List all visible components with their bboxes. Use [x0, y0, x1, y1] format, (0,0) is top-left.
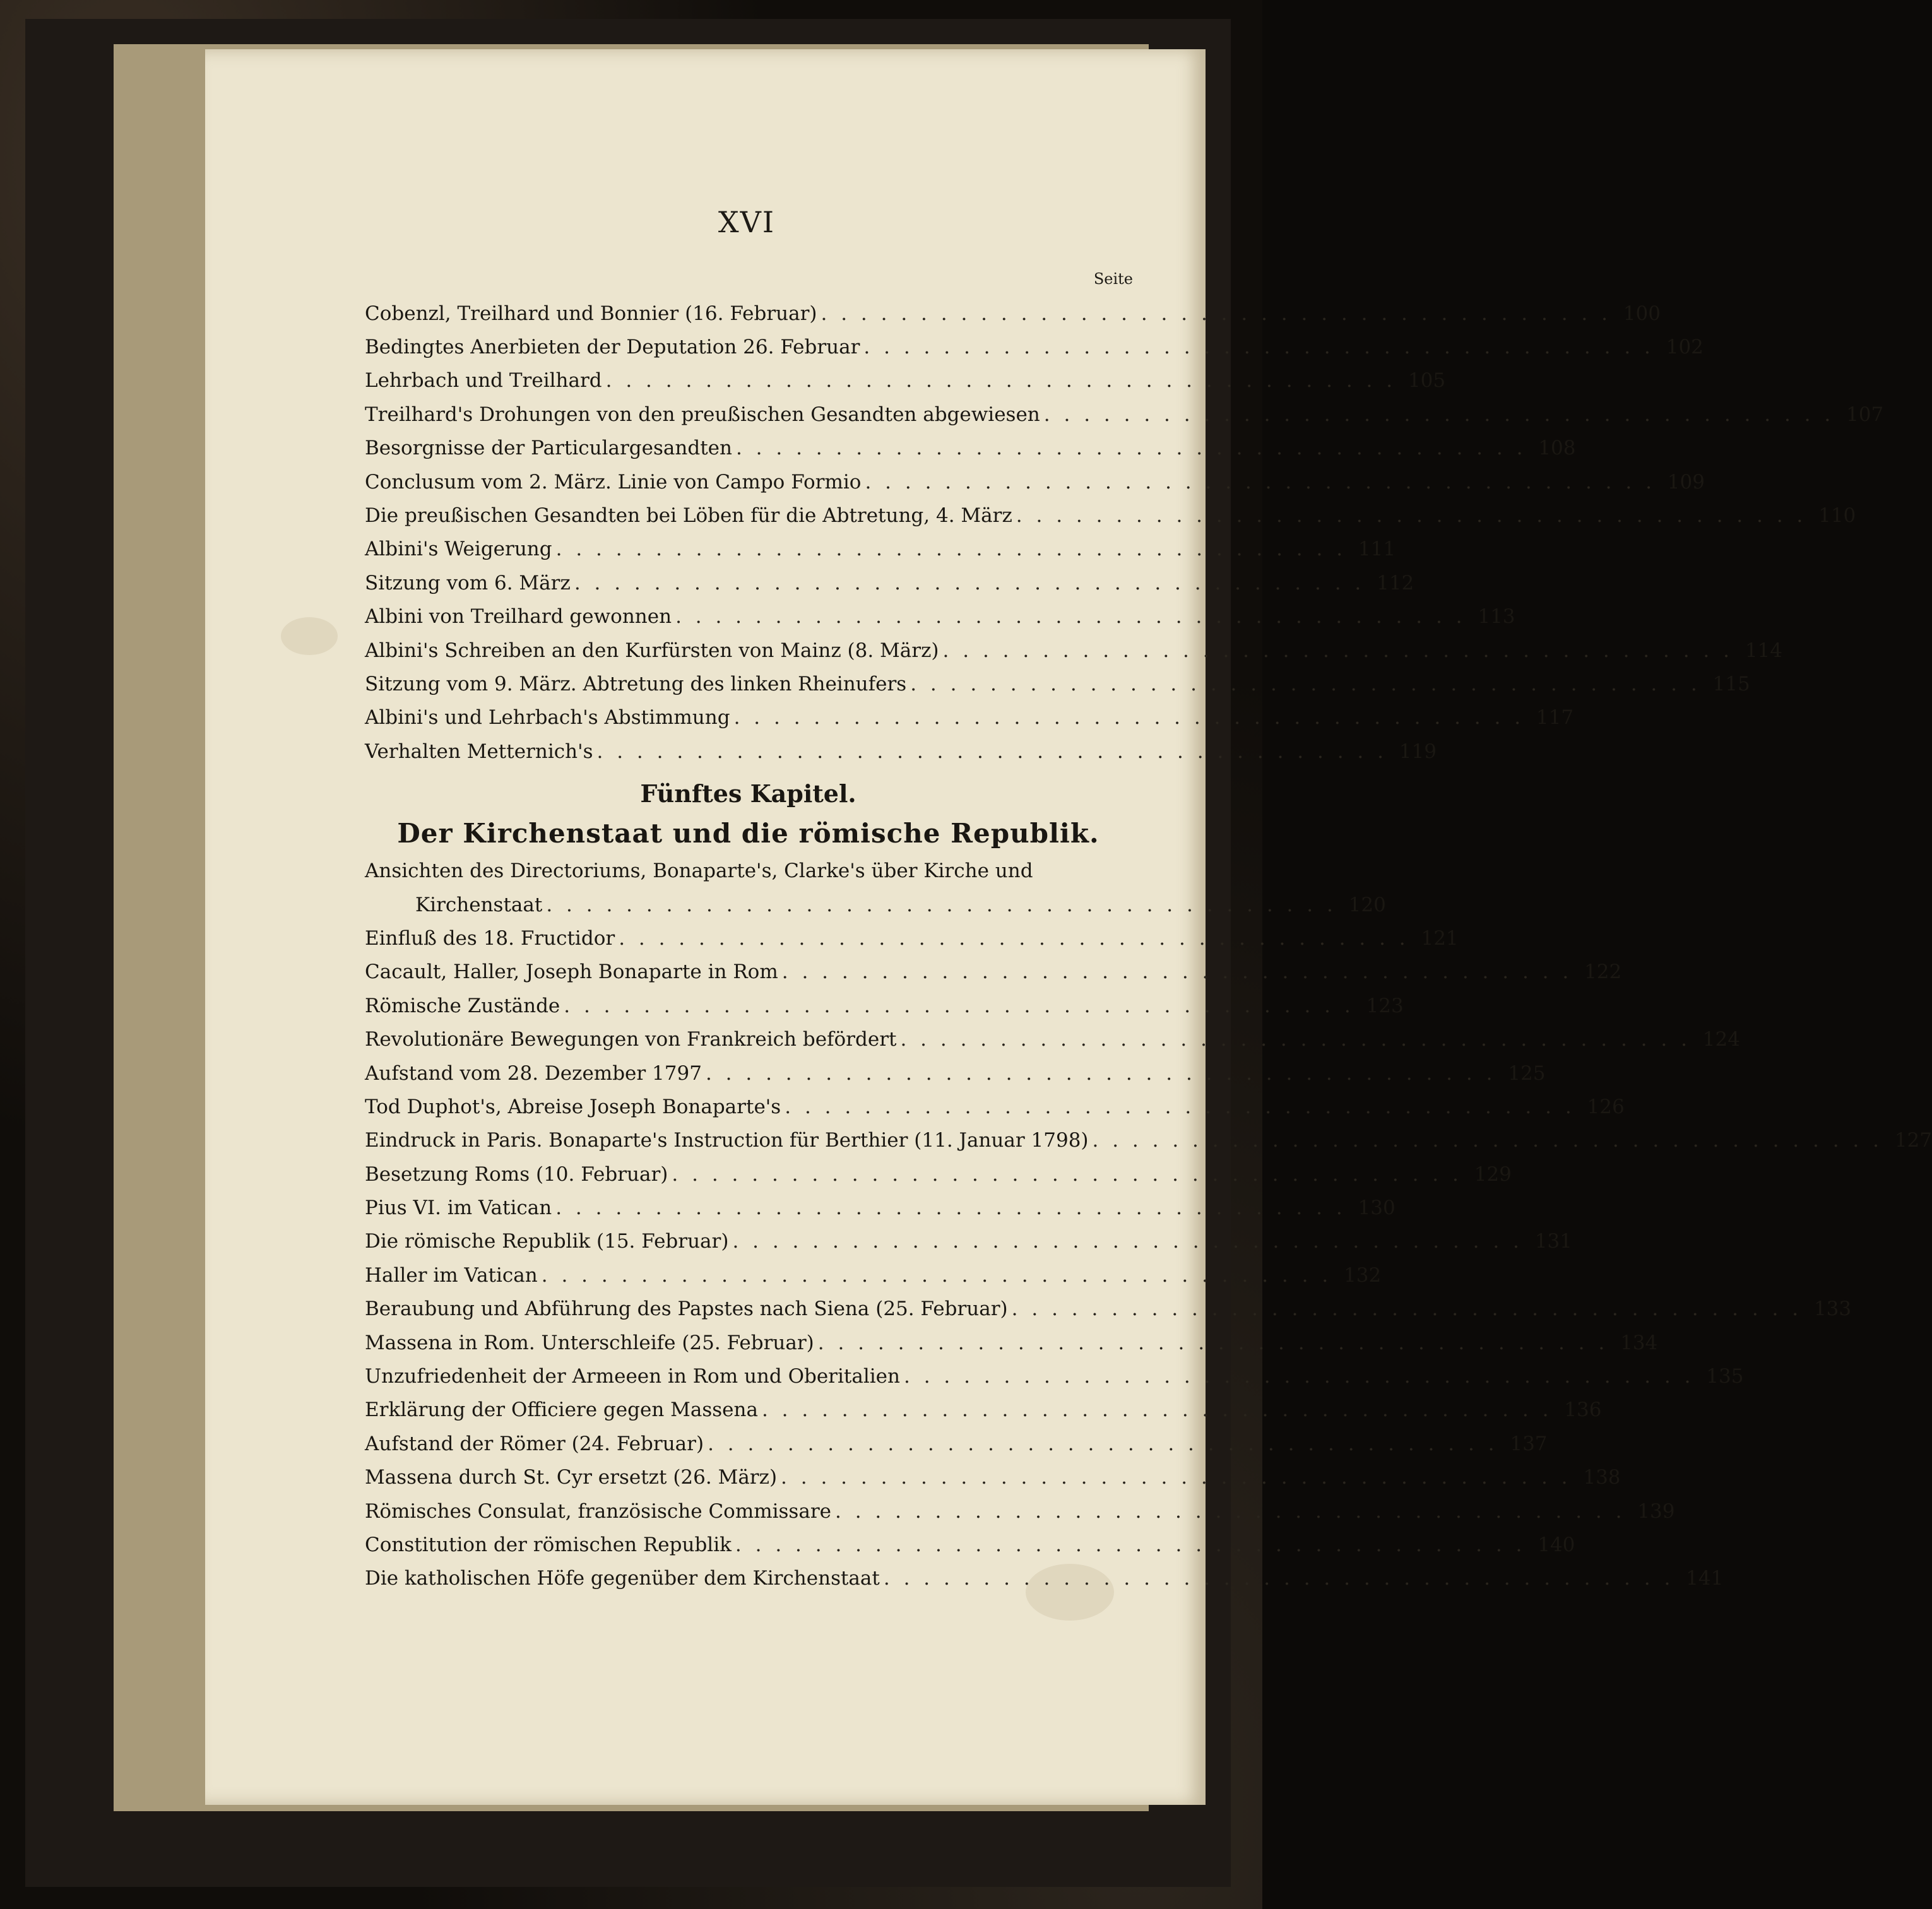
toc-entry-page: 107: [1846, 403, 1884, 426]
toc-entry-title: Die römische Republik (15. Februar): [365, 1230, 729, 1253]
dot-leader: . . . . . . . . . . . . . . . . . . . . . . . . . . . . . . . . . . . . . . . .: [619, 926, 1409, 950]
dot-leader: . . . . . . . . . . . . . . . . . . . . . . . . . . . . . . . . . . . . . . . .: [708, 1432, 1498, 1455]
seite-column-label: Seite: [1093, 270, 1133, 288]
toc-entry: [365, 1427, 1548, 1460]
toc-entry: [365, 1258, 1382, 1292]
toc-entry: [365, 1191, 1396, 1224]
dot-leader: . . . . . . . . . . . . . . . . . . . . . . . . . . . . . . . . . . . . . . . .: [541, 1263, 1332, 1287]
dot-leader: . . . . . . . . . . . . . . . . . . . . . . . . . . . . . . . . . . . . . . . .: [732, 1230, 1523, 1253]
toc-entry-page: 137: [1510, 1432, 1548, 1455]
toc-entry-page: 132: [1344, 1263, 1382, 1287]
toc-entry-page: 123: [1366, 994, 1404, 1017]
toc-entry: [365, 888, 1386, 921]
toc-entry: [365, 1326, 1658, 1359]
dot-leader: . . . . . . . . . . . . . . . . . . . . . . . . . . . . . . . . . . . . . . . .: [735, 1533, 1526, 1556]
toc-entry-title: Erklärung der Officiere gegen Massena: [365, 1398, 758, 1422]
toc-entry-page: 100: [1623, 302, 1661, 325]
toc-entry: [365, 667, 1750, 700]
toc-entry: [365, 330, 1704, 363]
toc-entry-title: Aufstand der Römer (24. Februar): [365, 1432, 704, 1455]
table-of-contents: [365, 297, 1932, 1595]
toc-entry: [365, 1124, 1932, 1157]
toc-entry: [365, 921, 1459, 955]
toc-entry-title: Constitution der römischen Republik: [365, 1533, 732, 1556]
toc-entry-page: 111: [1358, 538, 1396, 561]
toc-entry: [365, 854, 1132, 887]
toc-entry: [365, 499, 1856, 532]
toc-entry-title: Kirchenstaat: [415, 893, 543, 916]
toc-entry-title: Massena in Rom. Unterschleife (25. Februar): [365, 1331, 814, 1354]
toc-entry: [365, 1292, 1852, 1326]
dot-leader: . . . . . . . . . . . . . . . . . . . . . . . . . . . . . . . . . . . . . . . .: [705, 1061, 1496, 1085]
toc-entry: [365, 1022, 1740, 1056]
toc-entry-page: 135: [1706, 1365, 1744, 1388]
toc-entry: [365, 566, 1414, 600]
dot-leader: . . . . . . . . . . . . . . . . . . . . . . . . . . . . . . . . . . . . . . . .: [555, 538, 1347, 561]
toc-entry-title: Römische Zustände: [365, 994, 560, 1017]
toc-entry-page: 130: [1358, 1197, 1396, 1220]
toc-entry: [365, 1225, 1572, 1258]
toc-entry-page: 131: [1534, 1230, 1572, 1253]
toc-entry: [365, 735, 1437, 768]
toc-entry-title: Aufstand vom 28. Dezember 1797: [365, 1061, 702, 1085]
dot-leader: . . . . . . . . . . . . . . . . . . . . . . . . . . . . . . . . . . . . . . . .: [675, 605, 1466, 629]
dot-leader: . . . . . . . . . . . . . . . . . . . . . . . . . . . . . . . . . . . . . . . .: [1016, 504, 1807, 528]
dot-leader: . . . . . . . . . . . . . . . . . . . . . . . . . . . . . . . . . . . . . . . .: [910, 672, 1701, 695]
dot-leader: . . . . . . . . . . . . . . . . . . . . . . . . . . . . . . . . . . . . . . . .: [883, 1567, 1674, 1590]
dot-leader: . . . . . . . . . . . . . . . . . . . . . . . . . . . . . . . . . . . . . . . .: [605, 369, 1397, 393]
toc-entry-page: 115: [1712, 672, 1750, 695]
toc-entry: [365, 1461, 1621, 1494]
dot-leader: . . . . . . . . . . . . . . . . . . . . . . . . . . . . . . . . . . . . . . . .: [942, 639, 1733, 662]
toc-entry-title: Ansichten des Directoriums, Bonaparte's, Clarke's über Kirche und: [365, 860, 1033, 883]
toc-entry-title: Einfluß des 18. Fructidor: [365, 926, 615, 950]
toc-entry-title: Eindruck in Paris. Bonaparte's Instruction für Berthier (11. Januar 1798): [365, 1129, 1089, 1152]
dot-leader: . . . . . . . . . . . . . . . . . . . . . . . . . . . . . . . . . . . . . . . .: [574, 571, 1365, 594]
toc-entry: [365, 297, 1661, 330]
toc-entry-title: Römisches Consulat, französische Commissare: [365, 1499, 831, 1523]
toc-entry-title: Unzufriedenheit der Armeeen in Rom und Oberitalien: [365, 1365, 900, 1388]
toc-entry-title: Die katholischen Höfe gegenüber dem Kirchenstaat: [365, 1567, 880, 1590]
toc-entry-page: 133: [1813, 1297, 1852, 1321]
dot-leader: . . . . . . . . . . . . . . . . . . . . . . . . . . . . . . . . . . . . . . . .: [821, 302, 1611, 325]
dot-leader: . . . . . . . . . . . . . . . . . . . . . . . . . . . . . . . . . . . . . . . .: [835, 1499, 1626, 1523]
dot-leader: . . . . . . . . . . . . . . . . . . . . . . . . . . . . . . . . . . . . . . . .: [865, 470, 1656, 494]
toc-entry: [365, 432, 1576, 465]
dot-leader: . . . . . . . . . . . . . . . . . . . . . . . . . . . . . . . . . . . . . . . .: [904, 1365, 1695, 1388]
dot-leader: . . . . . . . . . . . . . . . . . . . . . . . . . . . . . . . . . . . . . . . .: [1011, 1297, 1803, 1321]
dot-leader: . . . . . . . . . . . . . . . . . . . . . . . . . . . . . . . . . . . . . . . .: [735, 437, 1527, 460]
toc-entry: [365, 600, 1515, 634]
toc-entry-title: Sitzung vom 6. März: [365, 571, 571, 594]
toc-entry-page: 129: [1474, 1162, 1512, 1186]
toc-entry-title: Beraubung und Abführung des Papstes nach Siena (25. Februar): [365, 1297, 1008, 1321]
toc-entry-title: Haller im Vatican: [365, 1263, 538, 1287]
dot-leader: . . . . . . . . . . . . . . . . . . . . . . . . . . . . . . . . . . . . . . . .: [733, 706, 1525, 730]
toc-entry: [365, 533, 1396, 566]
dot-leader: . . . . . . . . . . . . . . . . . . . . . . . . . . . . . . . . . . . . . . . .: [863, 336, 1654, 359]
toc-entry: [365, 465, 1705, 499]
toc-entry-page: 127: [1894, 1129, 1932, 1152]
page-number-roman: XVI: [718, 205, 776, 239]
toc-entry-title: Cacault, Haller, Joseph Bonaparte in Rom: [365, 960, 778, 984]
toc-entry-title: Bedingtes Anerbieten der Deputation 26. Februar: [365, 336, 860, 359]
chapter-title: Der Kirchenstaat und die römische Republik.: [397, 818, 1099, 849]
toc-entry: [365, 989, 1404, 1022]
toc-entry-page: 114: [1745, 639, 1782, 662]
dot-leader: . . . . . . . . . . . . . . . . . . . . . . . . . . . . . . . . . . . . . . . .: [900, 1028, 1691, 1051]
toc-section-chapter-four-continued: [365, 297, 1884, 768]
toc-entry-title: Die preußischen Gesandten bei Löben für die Abtretung, 4. März: [365, 504, 1012, 528]
dot-leader: . . . . . . . . . . . . . . . . . . . . . . . . . . . . . . . . . . . . . . . .: [564, 994, 1354, 1017]
toc-entry-page: 138: [1583, 1466, 1621, 1489]
toc-section-chapter-five: [365, 854, 1932, 1595]
toc-entry: [365, 1157, 1512, 1191]
paper-stain: [281, 617, 338, 655]
toc-entry-page: 117: [1536, 706, 1574, 730]
toc-entry: [365, 398, 1884, 431]
dot-leader: . . . . . . . . . . . . . . . . . . . . . . . . . . . . . . . . . . . . . . . .: [546, 893, 1337, 916]
dot-leader: . . . . . . . . . . . . . . . . . . . . . . . . . . . . . . . . . . . . . . . .: [672, 1162, 1462, 1186]
toc-entry-page: 141: [1686, 1567, 1724, 1590]
toc-entry-title: Lehrbach und Treilhard: [365, 369, 602, 393]
toc-entry: [365, 1359, 1744, 1393]
toc-entry: [365, 955, 1622, 989]
dot-leader: . . . . . . . . . . . . . . . . . . . . . . . . . . . . . . . . . . . . . . . .: [817, 1331, 1609, 1354]
toc-entry-title: Conclusum vom 2. März. Linie von Campo Formio: [365, 470, 862, 494]
dot-leader: . . . . . . . . . . . . . . . . . . . . . . . . . . . . . . . . . . . . . . . .: [1092, 1129, 1883, 1152]
toc-entry-title: Besetzung Roms (10. Februar): [365, 1162, 668, 1186]
toc-entry-page: 109: [1667, 470, 1705, 494]
toc-entry-title: Pius VI. im Vatican: [365, 1197, 552, 1220]
toc-entry-page: 124: [1702, 1028, 1740, 1051]
toc-entry-title: Albini's Weigerung: [365, 538, 552, 561]
toc-entry-title: Tod Duphot's, Abreise Joseph Bonaparte's: [365, 1095, 781, 1118]
toc-entry-title: Albini's und Lehrbach's Abstimmung: [365, 706, 730, 730]
toc-entry-page: 105: [1408, 369, 1446, 393]
toc-entry-title: Treilhard's Drohungen von den preußischen Gesandten abgewiesen: [365, 403, 1040, 426]
toc-entry-page: 136: [1564, 1398, 1602, 1422]
toc-entry-page: 139: [1637, 1499, 1675, 1523]
toc-entry-title: Cobenzl, Treilhard und Bonnier (16. Februar): [365, 302, 817, 325]
dot-leader: . . . . . . . . . . . . . . . . . . . . . . . . . . . . . . . . . . . . . . . .: [596, 740, 1387, 763]
toc-entry-page: 119: [1399, 740, 1437, 763]
dot-leader: . . . . . . . . . . . . . . . . . . . . . . . . . . . . . . . . . . . . . . . .: [781, 960, 1573, 984]
toc-entry-page: 134: [1620, 1331, 1658, 1354]
toc-entry-page: 125: [1508, 1061, 1546, 1085]
toc-entry-page: 113: [1478, 605, 1515, 629]
toc-entry-page: 122: [1584, 960, 1622, 984]
dot-leader: . . . . . . . . . . . . . . . . . . . . . . . . . . . . . . . . . . . . . . . .: [761, 1398, 1553, 1422]
toc-entry: [365, 1562, 1724, 1595]
toc-entry-page: 110: [1818, 504, 1856, 528]
toc-entry-page: 140: [1538, 1533, 1575, 1556]
toc-entry: [365, 1393, 1602, 1427]
toc-entry-page: 108: [1538, 437, 1576, 460]
toc-entry: [365, 364, 1446, 398]
toc-entry: [365, 1528, 1575, 1561]
toc-entry-title: Revolutionäre Bewegungen von Frankreich befördert: [365, 1028, 897, 1051]
toc-entry: [365, 1056, 1546, 1090]
toc-entry-title: Massena durch St. Cyr ersetzt (26. März): [365, 1466, 778, 1489]
dot-leader: . . . . . . . . . . . . . . . . . . . . . . . . . . . . . . . . . . . . . . . .: [785, 1095, 1575, 1118]
toc-entry: [365, 701, 1574, 735]
chapter-heading: Fünftes Kapitel.: [640, 779, 856, 808]
toc-entry-title: Sitzung vom 9. März. Abtretung des linken Rheinufers: [365, 672, 907, 695]
dot-leader: . . . . . . . . . . . . . . . . . . . . . . . . . . . . . . . . . . . . . . . .: [781, 1466, 1572, 1489]
toc-entry: [365, 634, 1782, 667]
toc-entry: [365, 1494, 1675, 1528]
toc-entry-page: 102: [1666, 336, 1704, 359]
toc-entry-title: Albini von Treilhard gewonnen: [365, 605, 672, 629]
toc-entry: [365, 1090, 1625, 1123]
dot-leader: . . . . . . . . . . . . . . . . . . . . . . . . . . . . . . . . . . . . . . . .: [1043, 403, 1835, 426]
dot-leader: . . . . . . . . . . . . . . . . . . . . . . . . . . . . . . . . . . . . . . . .: [555, 1197, 1346, 1220]
toc-entry-title: Verhalten Metternich's: [365, 740, 593, 763]
toc-entry-title: Besorgnisse der Particulargesandten: [365, 437, 732, 460]
toc-entry-page: 121: [1421, 926, 1459, 950]
toc-entry-page: 126: [1587, 1095, 1625, 1118]
toc-entry-title: Albini's Schreiben an den Kurfürsten von Mainz (8. März): [365, 639, 939, 662]
toc-entry-page: 112: [1377, 571, 1414, 594]
toc-entry-page: 120: [1348, 893, 1386, 916]
